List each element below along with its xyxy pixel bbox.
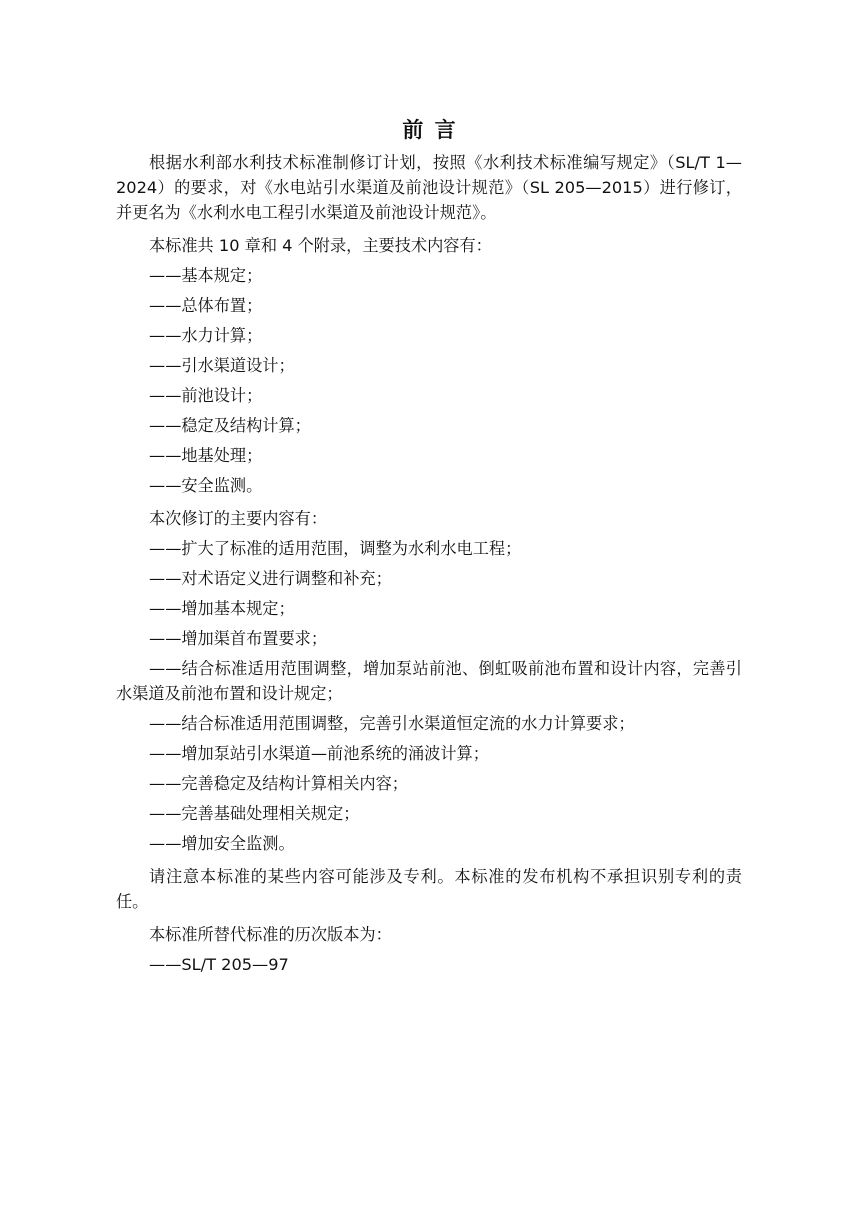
list-item-safety-monitoring: ——安全监测。	[149, 476, 263, 495]
revision-item-hydraulic-requirements: ——结合标准适用范围调整，完善引水渠道恒定流的水力计算要求；	[149, 714, 635, 733]
list-item-stability-structure: ——稳定及结构计算；	[149, 416, 311, 435]
paragraph-patent-notice: 请注意本标准的某些内容可能涉及专利。本标准的发布机构不承担识别专利的责任。	[116, 867, 742, 911]
revision-item-surge-calculation: ——增加泵站引水渠道—前池系统的涌波计算；	[149, 744, 489, 763]
list-item-canal-design: ——引水渠道设计；	[149, 356, 295, 375]
paragraph-previous-versions-intro: 本标准所替代标准的历次版本为：	[149, 925, 392, 944]
list-item-hydraulic-calculation: ——水力计算；	[149, 326, 263, 345]
document-body	[116, 150, 742, 985]
list-item-forebay-design: ——前池设计；	[149, 386, 263, 405]
revision-item-foundation-rules: ——完善基础处理相关规定；	[149, 804, 360, 823]
paragraph-revision-summary-intro: 本次修订的主要内容有：	[149, 509, 328, 528]
revision-item-basic-rules: ——增加基本规定；	[149, 599, 295, 618]
revision-item-stability-content: ——完善稳定及结构计算相关内容；	[149, 774, 408, 793]
revision-item-intake-layout: ——增加渠首布置要求；	[149, 629, 328, 648]
revision-item-terms: ——对术语定义进行调整和补充；	[149, 569, 392, 588]
paragraph-contents-intro: 本标准共 10 章和 4 个附录，主要技术内容有：	[149, 236, 492, 255]
revision-item-forebay-content: ——结合标准适用范围调整，增加泵站前池、倒虹吸前池布置和设计内容，完善引水渠道及前池布置和设计规定；	[116, 659, 742, 703]
revision-item-safety-monitoring: ——增加安全监测。	[149, 834, 295, 853]
list-item-general-layout: ——总体布置；	[149, 296, 263, 315]
list-item-foundation-treatment: ——地基处理；	[149, 446, 263, 465]
paragraph-revision-basis: 根据水利部水利技术标准制修订计划，按照《水利技术标准编写规定》（SL/T 1—2024）的要求，对《水电站引水渠道及前池设计规范》（SL 205—2015）进行修订，并更名为《水利水电工程引水渠道及前池设计规范》。	[116, 153, 742, 222]
revision-item-scope: ——扩大了标准的适用范围，调整为水利水电工程；	[149, 539, 522, 558]
list-item-basic-rules: ——基本规定；	[149, 266, 263, 285]
page-title: 前 言	[402, 118, 458, 142]
previous-version-item: ——SL/T 205—97	[149, 955, 289, 974]
